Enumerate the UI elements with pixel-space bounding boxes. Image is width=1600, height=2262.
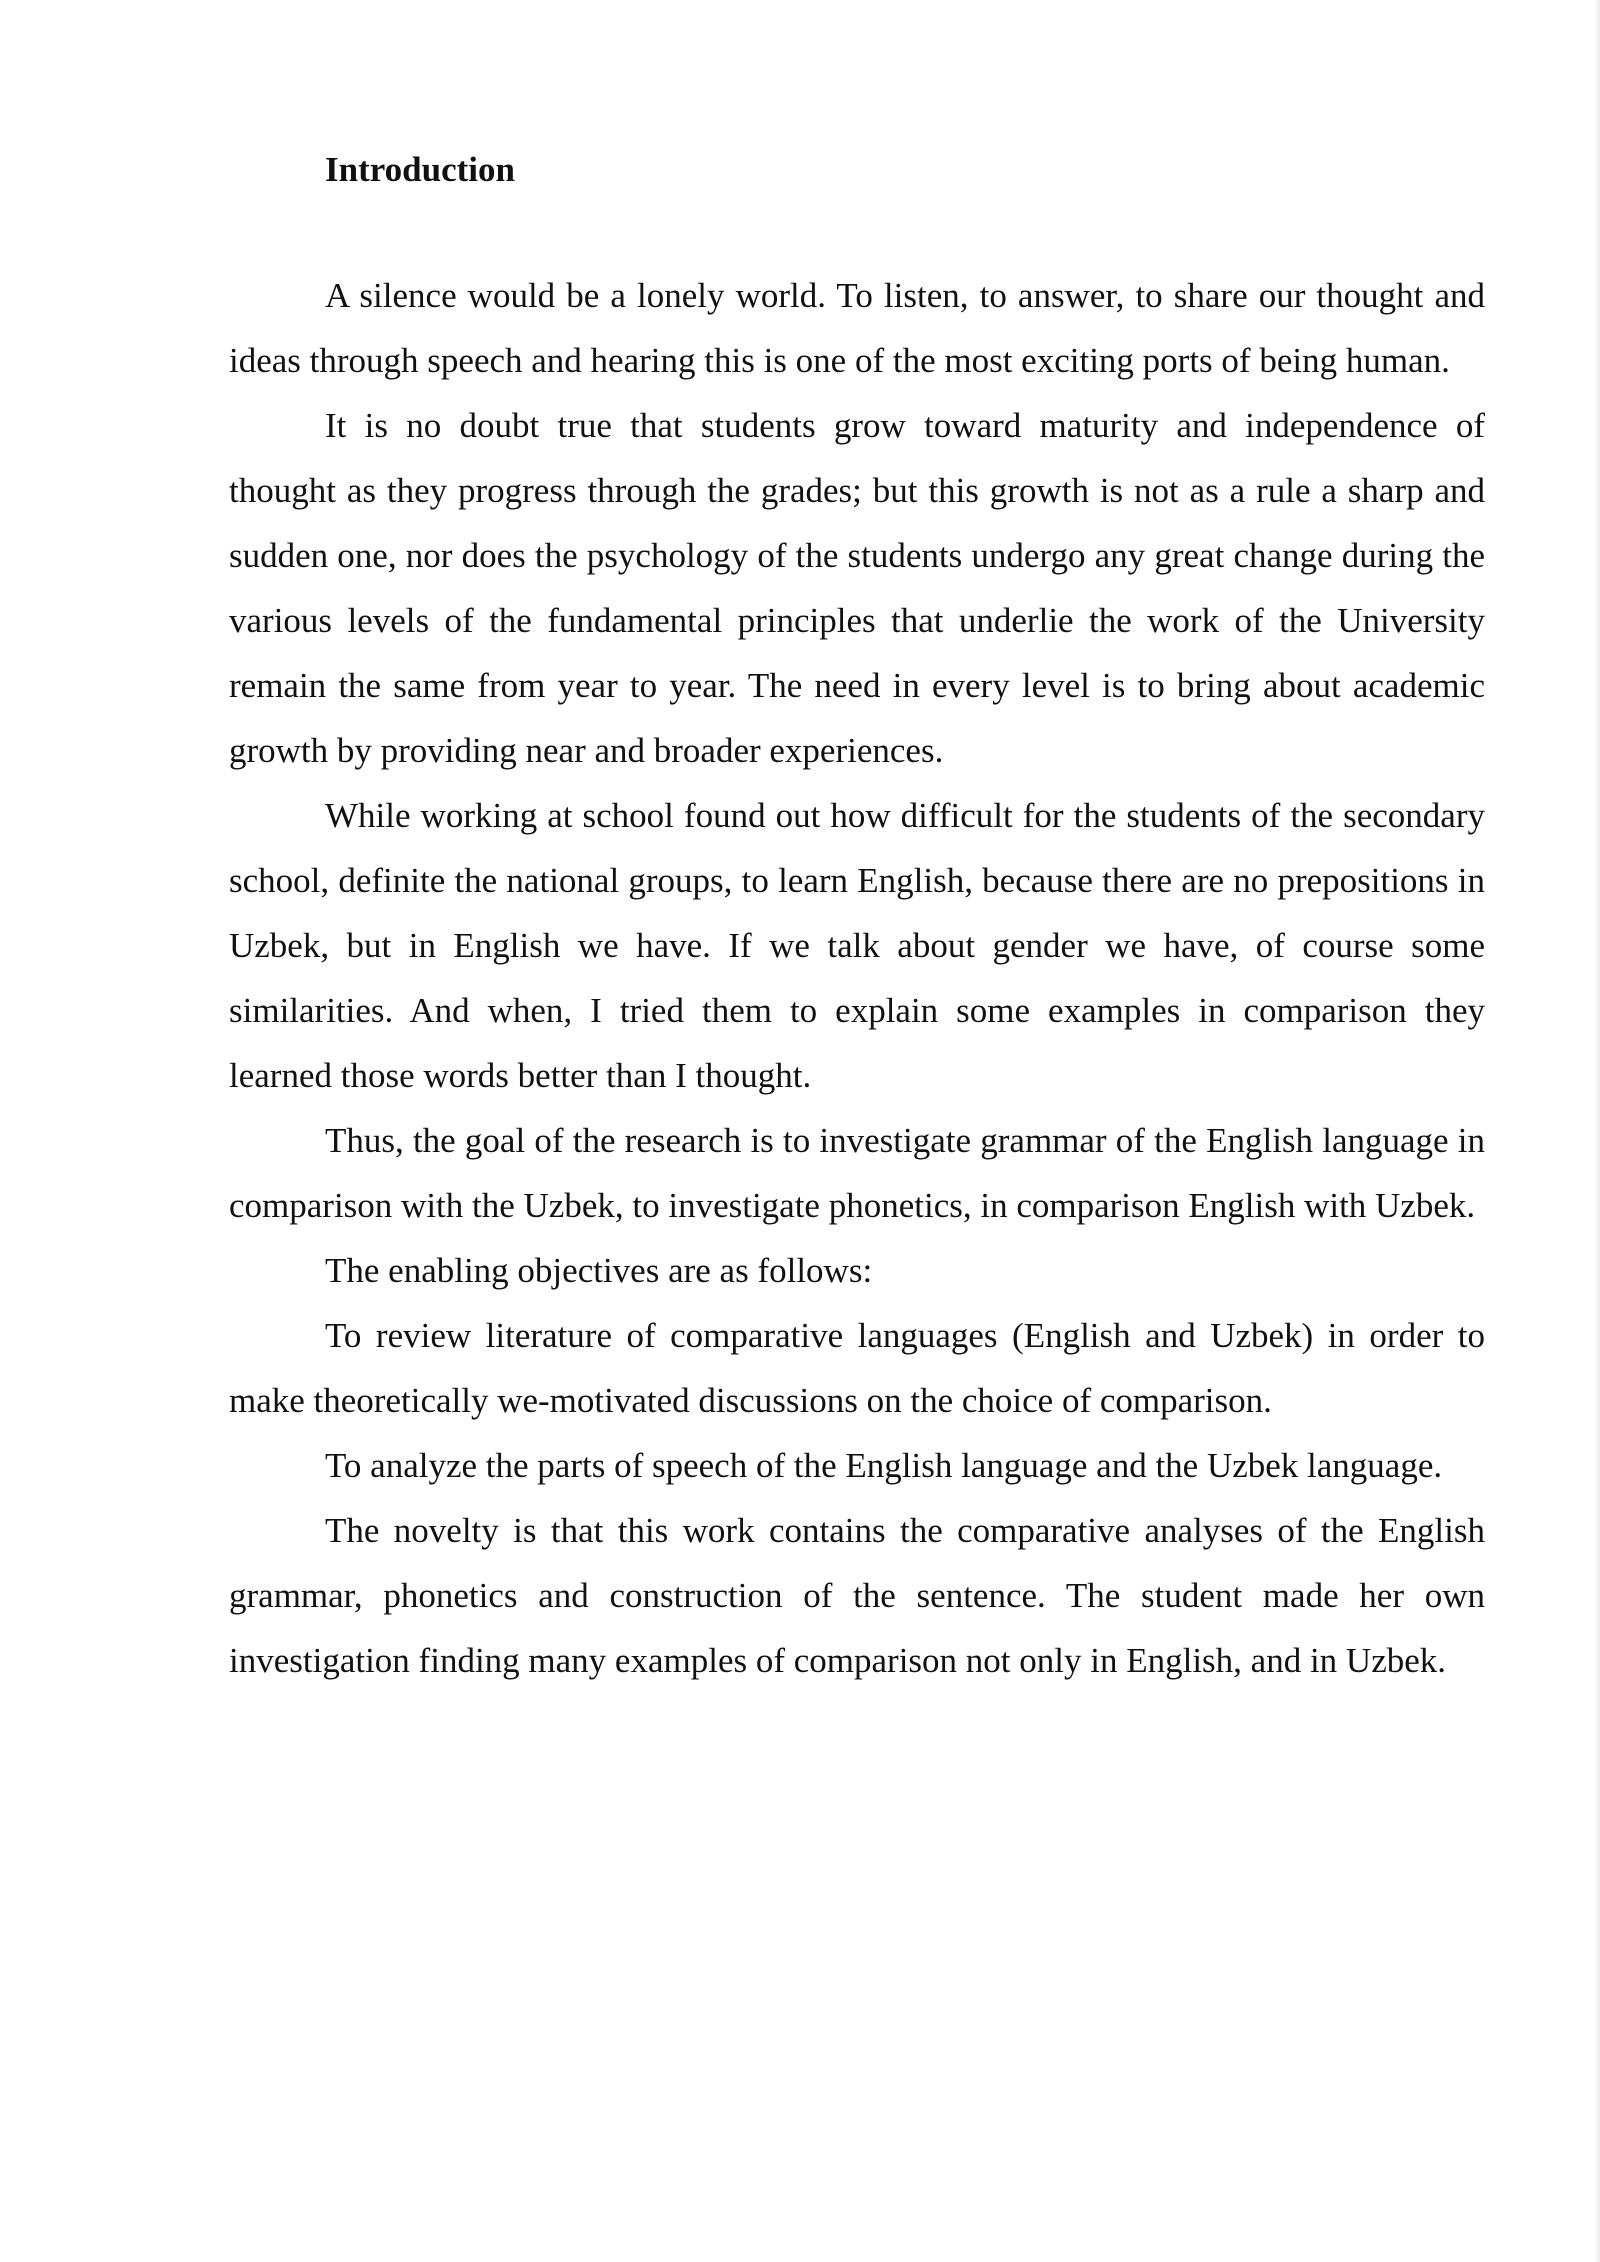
paragraph-8: The novelty is that this work contains the comparative analyses of the English grammar, phonetics and construction of the sentence. The student made her own investigation finding many examples of comparison not only in English, and in Uzbek. [229,1511,1485,1680]
page-edge-shadow [1594,0,1600,2262]
paragraph-5: The enabling objectives are as follows: [325,1251,873,1290]
section-heading: Introduction [325,150,515,189]
paragraph-4: Thus, the goal of the research is to investigate grammar of the English language in comparison with the Uzbek, to investigate phonetics, in comparison English with Uzbek. [229,1121,1485,1225]
paragraph-7: To analyze the parts of speech of the English language and the Uzbek language. [325,1446,1443,1485]
paragraph-6: To review literature of comparative languages (English and Uzbek) in order to make theoretically we-motivated discussions on the choice of comparison. [229,1316,1485,1420]
paragraph-1: A silence would be a lonely world. To listen, to answer, to share our thought and ideas through speech and hearing this is one of the most exciting ports of being human. [229,276,1485,380]
paragraph-3: While working at school found out how difficult for the students of the secondary school, definite the national groups, to learn English, because there are no prepositions in Uzbek, but in English we have. If we talk about gender we have, of course some similarities. And when, I tried them to explain some examples in comparison they learned those words better than I thought. [229,796,1485,1095]
paragraph-2: It is no doubt true that students grow toward maturity and independence of thought as they progress through the grades; but this growth is not as a rule a sharp and sudden one, nor does the psychology of the students undergo any great change during the various levels of the fundamental principles that underlie the work of the University remain the same from year to year. The need in every level is to bring about academic growth by providing near and broader experiences. [229,406,1485,770]
document-body [229,140,1485,1693]
